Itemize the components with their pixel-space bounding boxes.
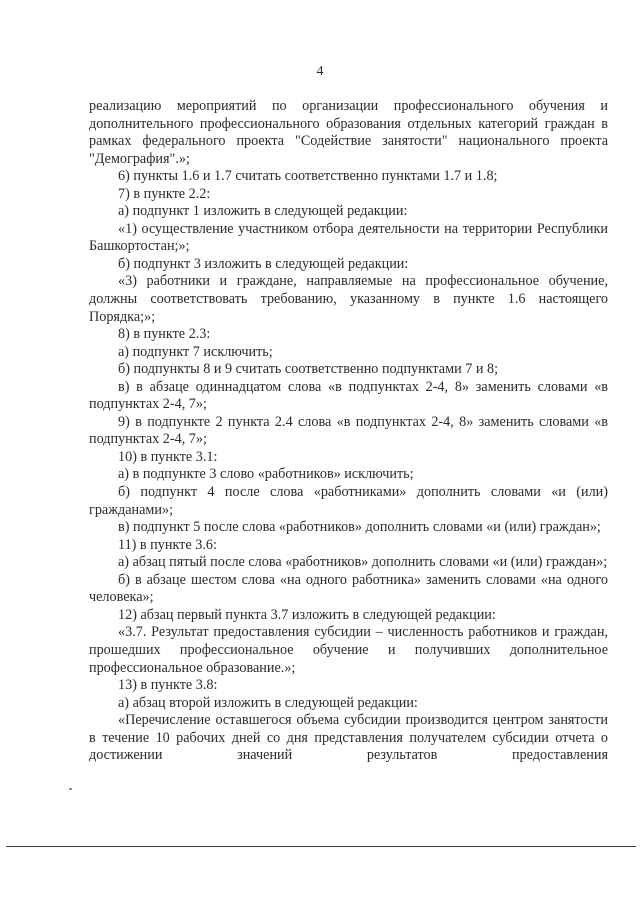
- paragraph: а) подпункт 7 исключить;: [118, 343, 273, 360]
- paragraph: «3) работники и граждане, направляемые на профессиональное обучение, должны соответствовать требованию, указанному в пункте 1.6 настоящего Порядка;»;: [89, 273, 608, 325]
- paragraph: б) подпункт 3 изложить в следующей редакции:: [118, 255, 409, 272]
- paragraph: «3.7. Результат предоставления субсидии – численность работников и граждан, прошедших профессиональное обучение и получивших дополнительное профессиональное образование.»;: [89, 624, 608, 676]
- paragraph: 8) в пункте 2.3:: [118, 326, 211, 343]
- paragraph: б) подпункт 4 после слова «работниками» дополнить словами «и (или) гражданами»;: [89, 484, 608, 518]
- paragraph: б) в абзаце шестом слова «на одного работника» заменить словами «на одного человека»;: [89, 571, 608, 606]
- paragraph: 7) в пункте 2.2:: [118, 185, 211, 202]
- bottom-rule: [6, 846, 636, 847]
- paragraph: 11) в пункте 3.6:: [118, 536, 217, 553]
- page-number: 4: [316, 64, 324, 79]
- paragraph: «Перечисление оставшегося объема субсидии производится центром занятости в течение 10 рабочих дней со дня представления получателем субсидии отчета о достижении значений результатов предоставления: [89, 712, 608, 764]
- paragraph: в) подпункт 5 после слова «работников» дополнить словами «и (или) граждан»;: [118, 519, 601, 536]
- paragraph: б) подпункты 8 и 9 считать соответственно подпунктами 7 и 8;: [118, 361, 499, 378]
- scan-speck: [69, 788, 72, 790]
- paragraph: а) подпункт 1 изложить в следующей редакции:: [118, 203, 408, 220]
- paragraph: «1) осуществление участником отбора деятельности на территории Республики Башкортостан;»;: [89, 220, 608, 255]
- paragraph: 12) абзац первый пункта 3.7 изложить в следующей редакции:: [118, 606, 496, 623]
- paragraph: в) в абзаце одиннадцатом слова «в подпунктах 2-4, 8» заменить словами «в подпунктах 2-4, 7»;: [89, 378, 608, 413]
- paragraph: 10) в пункте 3.1:: [118, 448, 218, 465]
- paragraph: а) абзац пятый после слова «работников» дополнить словами «и (или) граждан»;: [118, 554, 608, 571]
- paragraph: 9) в подпункте 2 пункта 2.4 слова «в подпунктах 2-4, 8» заменить словами «в подпунктах 2-4, 7»;: [89, 413, 608, 448]
- paragraph: реализацию мероприятий по организации профессионального обучения и дополнительного профессионального образования отдельных категорий граждан в рамках федерального проекта "Содействие занятости" национального проекта "Демография".»;: [89, 98, 608, 167]
- document-body: [89, 98, 608, 765]
- paragraph: 13) в пункте 3.8:: [118, 677, 218, 694]
- paragraph: а) абзац второй изложить в следующей редакции:: [118, 694, 418, 711]
- paragraph: 6) пункты 1.6 и 1.7 считать соответственно пунктами 1.7 и 1.8;: [118, 168, 498, 185]
- paragraph: а) в подпункте 3 слово «работников» исключить;: [118, 466, 414, 483]
